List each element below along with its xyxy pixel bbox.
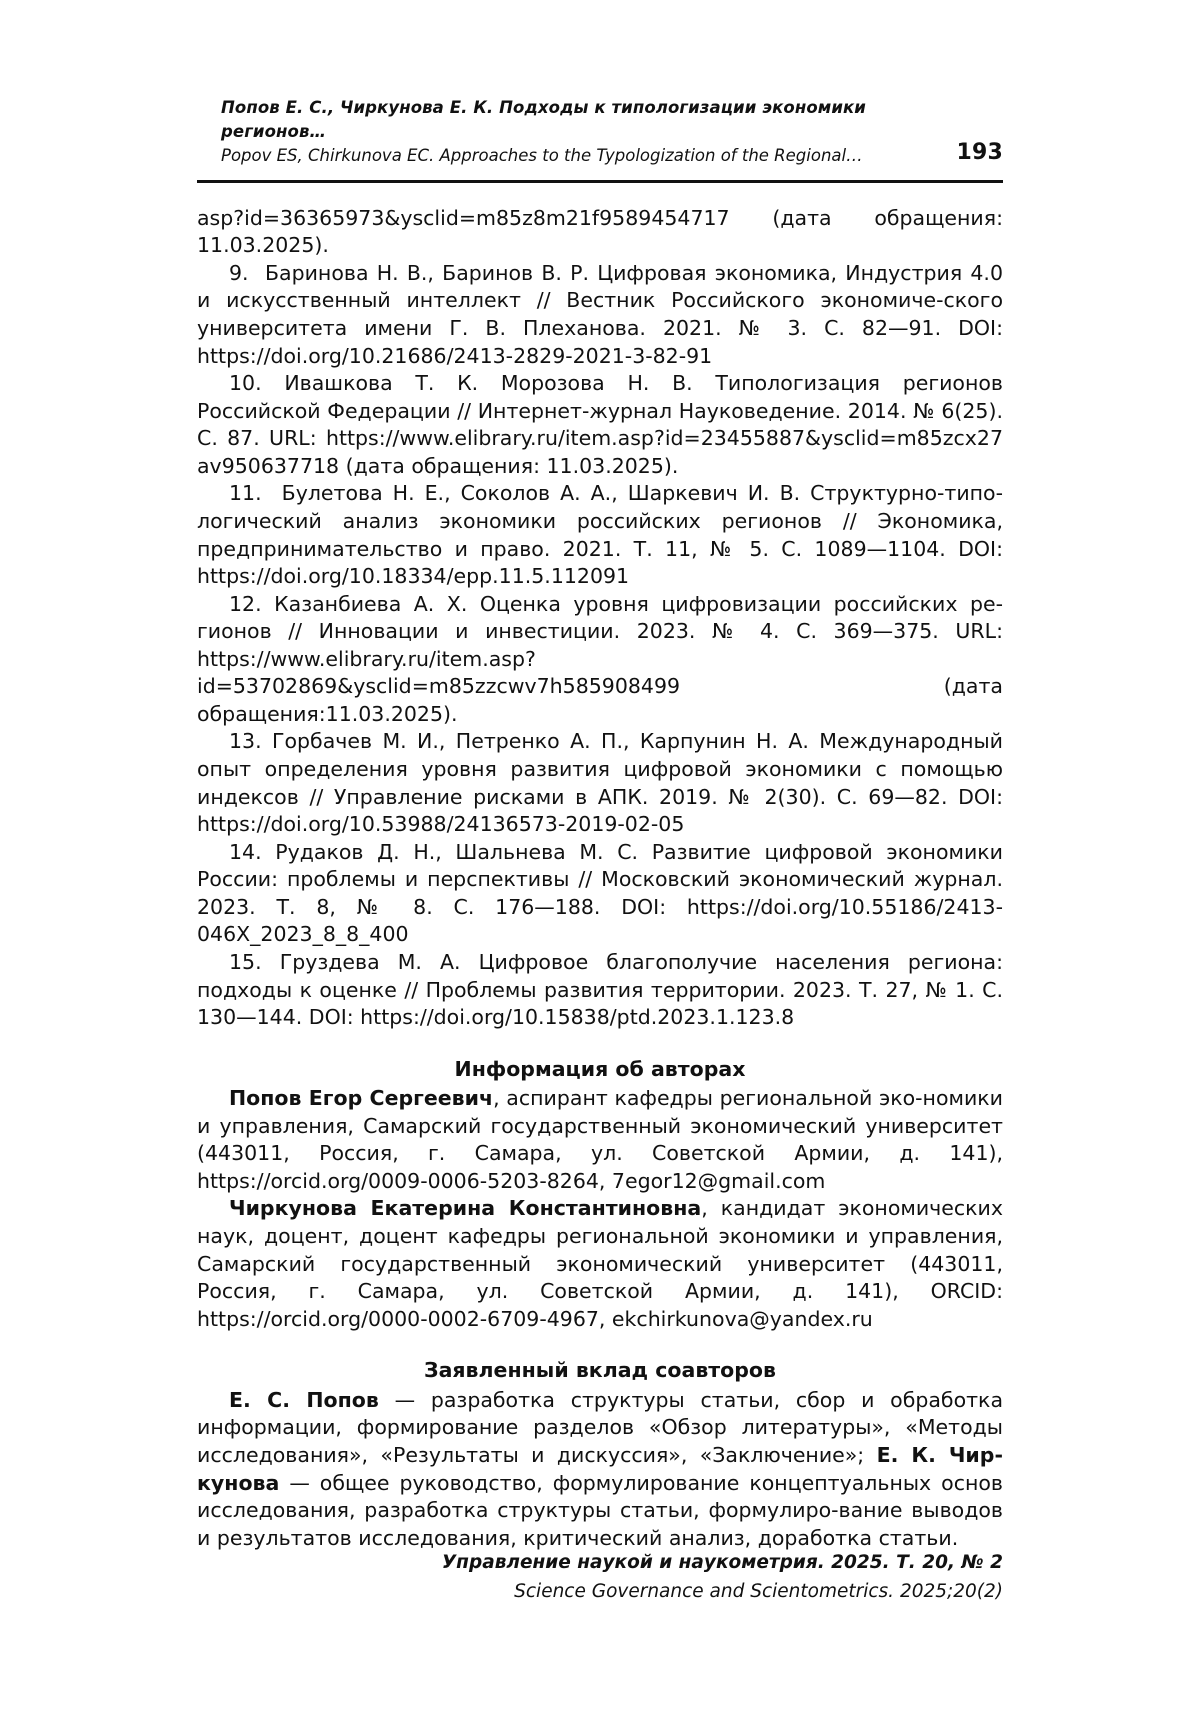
contributor-1-name: Е. С. Попов: [229, 1387, 379, 1412]
reference-number: 13.: [229, 729, 262, 754]
footer-inner: [197, 1548, 1003, 1607]
contributions-text: [197, 1387, 1003, 1552]
authors-info-title: Информация об авторах: [454, 1056, 746, 1081]
list-item: [197, 591, 1003, 729]
contributor-2-text: — общее руководство, формулирование концептуальных основ исследования, разработка структуры статьи, формулиро-вание выводов и результатов исследования, критический анализ, доработка статьи.: [197, 1470, 1003, 1550]
page-footer: [0, 1548, 1200, 1607]
running-title-ru: Попов Е. С., Чиркунова Е. К. Подходы к типологизации экономики регионов…: [221, 98, 866, 141]
reference-text: Булетова Н. Е., Соколов А. А., Шаркевич И. В. Структурно-типо-логический анализ экономики российских регионов // Экономика, предпринимательство и право. 2021. Т. 11, № 5. С. 1089—1104. DOI: https://doi.org/10.18334/epp.11.5.112091: [197, 481, 1003, 589]
reference-text: Груздева М. А. Цифровое благополучие населения региона: подходы к оценке // Проблемы развития территории. 2023. Т. 27, № 1. С. 130—144. DOI: https://doi.org/10.15838/ptd.2023.1.123.8: [197, 949, 1003, 1030]
author-name: Попов Егор Сергеевич: [229, 1086, 494, 1111]
author-details: , аспирант кафедры региональной эко-номики и управления, Самарский государственный экономический университет (443011, Россия, г. Самара, ул. Советской Армии, д. 141), https://orcid.org/0009-0006-5203-8264, 7egor12@gmail.com: [197, 1086, 1003, 1193]
list-item: [197, 480, 1003, 590]
references-list: [197, 205, 1003, 1032]
running-title-en: Popov ES, Chirkunova EC. Approaches to the Typologization of the Regional…: [221, 145, 863, 165]
running-head: [197, 96, 1003, 174]
reference-text: Горбачев М. И., Петренко А. П., Карпунин Н. А. Международный опыт определения уровня развития цифровой экономики с помощью индексов // Управление рисками в АПК. 2019. № 2(30). С. 69—82. DOI: https://doi.org/10.53988/24136573-2019-02-05: [197, 729, 1003, 837]
author-entry: [197, 1085, 1003, 1195]
reference-text: Казанбиева А. Х. Оценка уровня цифровизации российских ре-гионов // Инновации и инвестиции. 2023. № 4. С. 369—375. URL: https://www.elibrary.ru/item.asp?id=53702869&ysclid=m85zzcwv7h585908499 (дата обращения:11.03.2025).: [197, 591, 1003, 726]
reference-text: Рудаков Д. Н., Шальнева М. С. Развитие цифровой экономики России: проблемы и перспективы // Московский экономический журнал. 2023. Т. 8, № 8. С. 176—188. DOI: https://doi.org/10.55186/2413-046X_2023_8_8_400: [197, 839, 1003, 947]
author-details: , кандидат экономических наук, доцент, доцент кафедры региональной экономики и управления, Самарский государственный экономический университет (443011, Россия, г. Самара, ул. Советской Армии, д. 141), ORCID: https://orcid.org/0000-0002-6709-4967, ekchirkunova@yandex.ru: [197, 1196, 1003, 1331]
contributor-2-name: Е. К. Чир-кунова: [197, 1442, 1003, 1495]
page-number: 193: [956, 139, 1003, 165]
journal-title-en: Science Governance and Scientometrics. 2025;20(2): [514, 1581, 1003, 1603]
reference-text: Баринова Н. В., Баринов В. Р. Цифровая экономика, Индустрия 4.0 и искусственный интеллект // Вестник Российского экономиче-ского университета имени Г. В. Плеханова. 2021. № 3. С. 82—91. DOI: https://doi.org/10.21686/2413-2829-2021-3-82-91: [197, 260, 1003, 368]
author-name: Чиркунова Екатерина Константиновна: [229, 1196, 702, 1221]
author-entry: [197, 1195, 1003, 1333]
list-item: [197, 370, 1003, 480]
authors-info-section: [197, 1056, 1003, 1334]
reference-number: 15.: [229, 949, 262, 974]
list-item: [197, 728, 1003, 838]
contributions-section: [197, 1357, 1003, 1552]
reference-continued: asp?id=36365973&ysclid=m85z8m21f9589454717 (дата обращения: 11.03.2025).: [197, 205, 1003, 258]
reference-number: 10.: [229, 371, 262, 396]
list-item: [197, 949, 1003, 1032]
reference-number: 12.: [229, 591, 262, 616]
list-item: [197, 839, 1003, 949]
reference-number: 14.: [229, 839, 262, 864]
reference-number: 11.: [229, 481, 262, 506]
list-item: [197, 260, 1003, 370]
reference-text: Ивашкова Т. К. Морозова Н. В. Типологизация регионов Российской Федерации // Интернет-журнал Науковедение. 2014. № 6(25). С. 87. URL: https://www.elibrary.ru/item.asp?id=23455887&ysclid=m85zcx27 av950637718 (дата обращения: 11.03.2025).: [197, 371, 1003, 478]
page-content: [197, 96, 1003, 1552]
header-divider: [197, 180, 1003, 183]
running-head-lines: [197, 96, 917, 168]
contributor-1-text: — разработка структуры статьи, сбор и обработка информации, формирование разделов «Обзор литературы», «Методы исследования», «Результаты и дискуссия», «Заключение»;: [197, 1387, 1004, 1467]
contributions-title: Заявленный вклад соавторов: [424, 1358, 776, 1383]
journal-title-ru: Управление наукой и наукометрия. 2025. Т. 20, № 2: [441, 1551, 1003, 1573]
reference-number: 9.: [229, 260, 249, 285]
